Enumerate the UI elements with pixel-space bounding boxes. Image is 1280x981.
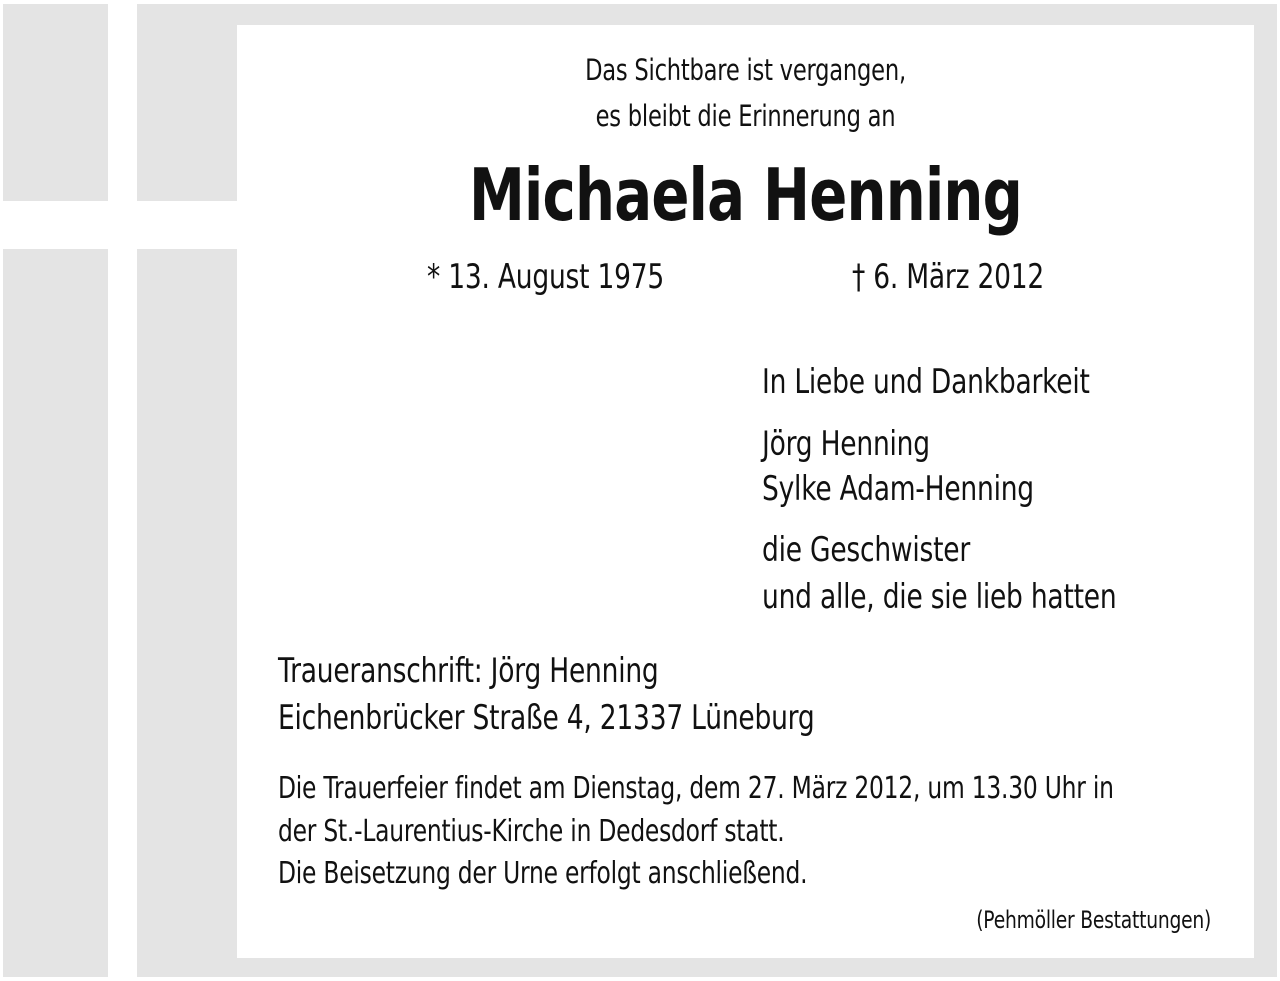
mourner-group: und alle, die sie lieb hatten [762,577,1117,617]
birth-date: * 13. August 1975 [427,257,665,297]
funeral-home-credit: (Pehmöller Bestattungen) [976,906,1211,934]
cross-horizontal-bar [0,201,237,249]
address-line-1: Traueranschrift: Jörg Henning [278,651,659,691]
mourner-group: die Geschwister [762,530,971,570]
frame-edge [0,0,3,981]
ceremony-line-1: Die Trauerfeier findet am Dienstag, dem 27. März 2012, um 13.30 Uhr in [278,771,1114,806]
deceased-name: Michaela Henning [468,153,1023,237]
address-line-2: Eichenbrücker Straße 4, 21337 Lüneburg [278,698,815,738]
obituary-panel [237,25,1254,958]
mourner-name: Jörg Henning [762,424,930,464]
death-date: † 6. März 2012 [852,257,1045,297]
motto-line-2: es bleibt die Erinnerung an [595,99,896,133]
frame-edge [0,977,1280,981]
cross-vertical-bar [108,0,137,981]
frame-edge [0,0,1280,4]
motto-line-1: Das Sichtbare ist vergangen, [585,53,906,87]
ceremony-line-2: der St.-Laurentius-Kirche in Dedesdorf statt. [278,814,785,849]
mourners-intro: In Liebe und Dankbarkeit [762,362,1090,402]
ceremony-line-3: Die Beisetzung der Urne erfolgt anschließend. [278,856,808,891]
mourner-name: Sylke Adam-Henning [762,469,1034,509]
